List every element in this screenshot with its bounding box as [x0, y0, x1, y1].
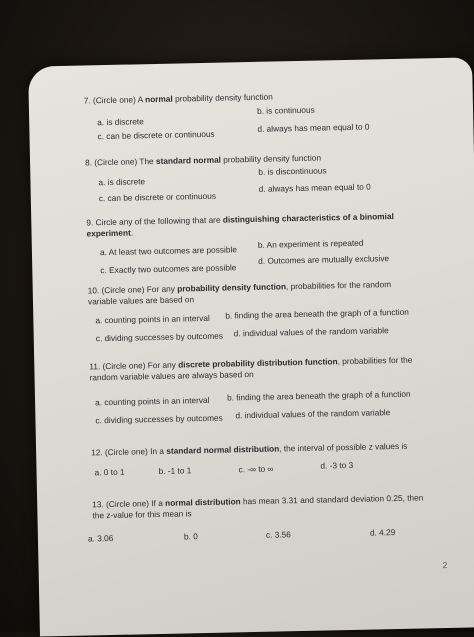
question-8-stem: 8. (Circle one) The standard normal probability density function — [84, 152, 322, 168]
worksheet-page — [28, 57, 474, 636]
q10-option-c[interactable]: c. dividing successes by outcomes — [95, 330, 224, 344]
q9-option-b[interactable]: b. An experiment is repeated — [257, 237, 364, 250]
q8-option-a[interactable]: a. is discrete — [98, 176, 146, 188]
question-11-stem: 11. (Circle one) For any discrete probability distribution function, probabilities for the random variable values are always based on — [89, 354, 413, 383]
q13-option-b[interactable]: b. 0 — [183, 531, 198, 542]
q11-option-d[interactable]: d. individual values of the random variable — [235, 407, 391, 421]
q10-option-d[interactable]: d. individual values of the random variable — [233, 325, 389, 339]
q11-option-c[interactable]: c. dividing successes by outcomes — [95, 412, 223, 426]
q8-option-d[interactable]: d. always has mean equal to 0 — [258, 181, 371, 194]
q7-option-d[interactable]: d. always has mean equal to 0 — [257, 121, 370, 134]
q8-option-b[interactable]: b. is discontinuous — [258, 165, 327, 177]
q9-option-c[interactable]: c. Exactly two outcomes are possible — [100, 262, 237, 276]
q12-option-a[interactable]: a. 0 to 1 — [94, 466, 125, 478]
q13-option-d[interactable]: d. 4.29 — [369, 527, 396, 538]
q11-option-b[interactable]: b. finding the area beneath the graph of a function — [226, 388, 411, 403]
q12-option-d[interactable]: d. -3 to 3 — [320, 459, 354, 471]
page-number: 2 — [442, 559, 448, 571]
q7-option-a[interactable]: a. is discrete — [97, 116, 144, 128]
question-7-stem: 7. (Circle one) A normal probability density function — [83, 91, 273, 106]
question-13-stem: 13. (Circle one) If a normal distribution has mean 3.31 and standard deviation 0.25, then the z-value for this mean is — [92, 492, 424, 521]
q11-option-a[interactable]: a. counting points in an interval — [94, 394, 210, 408]
question-13 — [92, 492, 432, 521]
question-9-stem: 9. Circle any of the following that are distinguishing characteristics of a binomial experiment. — [86, 211, 394, 239]
q13-option-a[interactable]: a. 3.06 — [87, 532, 114, 544]
q12-option-c[interactable]: c. -∞ to ∞ — [238, 463, 274, 475]
question-7 — [84, 88, 444, 107]
q8-option-c[interactable]: c. can be discrete or continuous — [98, 190, 217, 204]
q10-option-a[interactable]: a. counting points in an interval — [95, 312, 210, 326]
q10-option-b[interactable]: b. finding the area beneath the graph of a function — [225, 306, 409, 321]
q9-option-a[interactable]: a. At least two outcomes are possible — [99, 244, 238, 258]
question-12 — [91, 440, 431, 458]
question-9 — [86, 211, 416, 240]
q13-option-c[interactable]: c. 3.56 — [265, 529, 291, 540]
q7-option-b[interactable]: b. is continuous — [256, 104, 315, 116]
q12-option-b[interactable]: b. -1 to 1 — [158, 465, 192, 477]
question-11 — [89, 355, 419, 384]
question-10-stem: 10. (Circle one) For any probability density function, probabilities for the random variable values are based on — [87, 279, 392, 307]
question-12-stem: 12. (Circle one) In a standard normal distribution, the interval of possible z values is — [91, 440, 408, 458]
q9-option-d[interactable]: d. Outcomes are mutually exclusive — [258, 253, 390, 266]
q7-option-c[interactable]: c. can be discrete or continuous — [97, 128, 215, 142]
question-10 — [88, 279, 408, 308]
